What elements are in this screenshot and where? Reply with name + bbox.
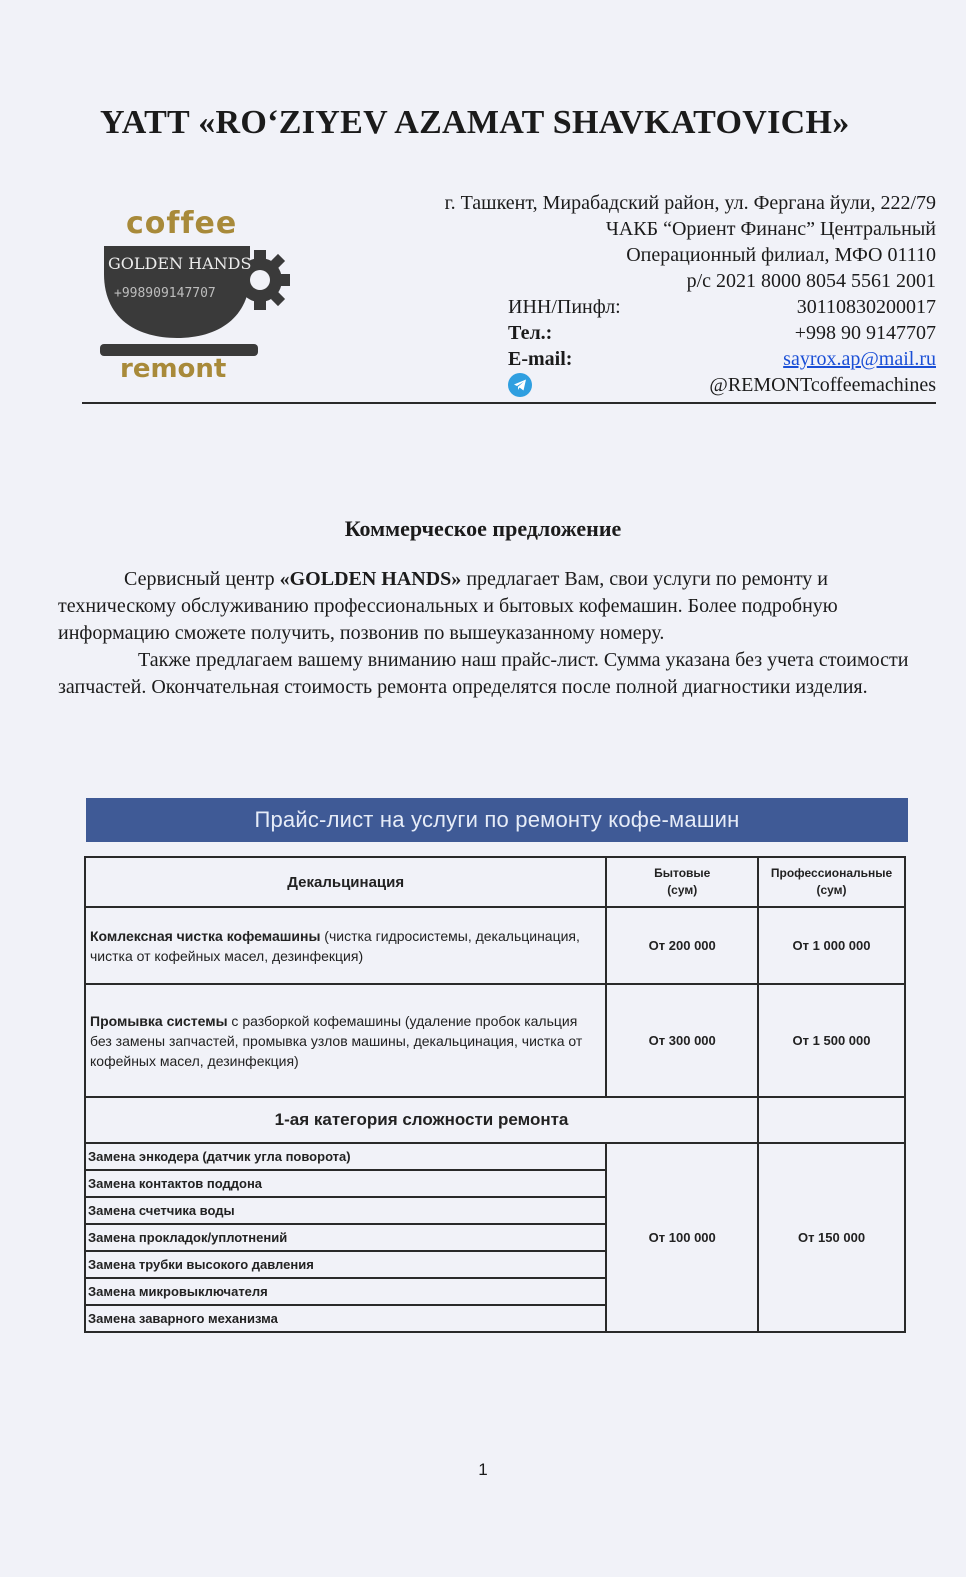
offer-body xyxy=(58,566,928,701)
telegram-row xyxy=(508,372,936,398)
header-pro: Профессиональные (сум) xyxy=(758,857,905,907)
header-decalcination: Декальцинация xyxy=(85,857,606,907)
header-home: Бытовые (сум) xyxy=(606,857,758,907)
list-item: Замена счетчика воды xyxy=(85,1197,905,1224)
offer-paragraph-1: Сервисный центр «GOLDEN HANDS» предлагает Вам, свои услуги по ремонту и техническому обслуживанию профессиональных и бытовых кофемашин. Более подробную информацию сможете получить, позвонив по вышеуказанному номеру. xyxy=(58,568,838,644)
category-title: 1-ая категория сложности ремонта xyxy=(85,1097,758,1143)
price-home: От 300 000 xyxy=(606,984,758,1097)
price-pro: От 1 000 000 xyxy=(758,907,905,984)
page-number: 1 xyxy=(478,1460,488,1479)
account-number: р/с 2021 8000 8054 5561 2001 xyxy=(686,270,936,292)
list-item: Замена микровыключателя xyxy=(85,1278,905,1305)
company-title: YATT «RO‘ZIYEV AZAMAT SHAVKATOVICH» xyxy=(100,104,850,141)
logo-word-remont: remont xyxy=(120,354,227,384)
table-header-row xyxy=(85,857,905,907)
email-label: E-mail: xyxy=(508,348,573,370)
address: г. Ташкент, Мирабадский район, ул. Фергана йули, 222/79 xyxy=(444,192,936,214)
service-description: Промывка системы с разборкой кофемашины (удаление пробок кальция без замены запчастей, промывка узлов машины, декальцинация, чистка от кофейных масел, дезинфекция) xyxy=(85,984,606,1097)
offer-paragraph-2: Также предлагаем вашему вниманию наш прайс-лист. Сумма указана без учета стоимости запчастей. Окончательная стоимость ремонта определятся после полной диагностики изделия. xyxy=(58,649,909,698)
bank: ЧАКБ “Ориент Финанс” Центральный xyxy=(605,218,936,240)
category-price-pro: От 150 000 xyxy=(758,1143,905,1332)
header-divider xyxy=(82,402,936,404)
table-row xyxy=(85,984,905,1097)
category-row xyxy=(85,1097,905,1143)
list-item: Замена заварного механизма xyxy=(85,1305,905,1332)
logo-brand: GOLDEN HANDS xyxy=(108,254,252,273)
list-item: Замена прокладок/уплотнений xyxy=(85,1224,905,1251)
tel-label: Тел.: xyxy=(508,322,553,344)
email-row xyxy=(508,346,936,372)
logo-word-coffee: coffee xyxy=(126,206,238,241)
table-row xyxy=(85,907,905,984)
price-home: От 200 000 xyxy=(606,907,758,984)
inn-value: 30110830200017 xyxy=(796,296,936,318)
branch: Операционный филиал, МФО 01110 xyxy=(626,244,936,266)
inn-label: ИНН/Пинфл: xyxy=(508,296,621,318)
brand-name: «GOLDEN HANDS» xyxy=(279,568,462,590)
coffee-logo xyxy=(100,188,290,388)
tel-value: +998 90 9147707 xyxy=(794,322,936,344)
telegram-handle[interactable]: @REMONTcoffeemachines xyxy=(709,374,936,396)
category-empty-cell xyxy=(758,1097,905,1143)
telegram-icon xyxy=(508,373,532,397)
price-list-banner: Прайс-лист на услуги по ремонту кофе-машин xyxy=(86,798,908,842)
price-table xyxy=(84,856,906,1333)
list-item: Замена трубки высокого давления xyxy=(85,1251,905,1278)
category-price-home: От 100 000 xyxy=(606,1143,758,1332)
offer-title: Коммерческое предложение xyxy=(344,516,622,541)
service-description: Комлексная чистка кофемашины (чистка гидросистемы, декальцинация, чистка от кофейных масел, дезинфекция) xyxy=(85,907,606,984)
tel-row xyxy=(508,320,936,346)
logo-phone: +998909147707 xyxy=(114,286,216,301)
inn-row xyxy=(508,294,936,320)
list-item: Замена энкодера (датчик угла поворота) От 100 000 От 150 000 xyxy=(85,1143,905,1170)
email-link[interactable]: sayrox.ap@mail.ru xyxy=(783,348,936,370)
company-contacts xyxy=(336,190,936,398)
price-pro: От 1 500 000 xyxy=(758,984,905,1097)
list-item: Замена контактов поддона xyxy=(85,1170,905,1197)
